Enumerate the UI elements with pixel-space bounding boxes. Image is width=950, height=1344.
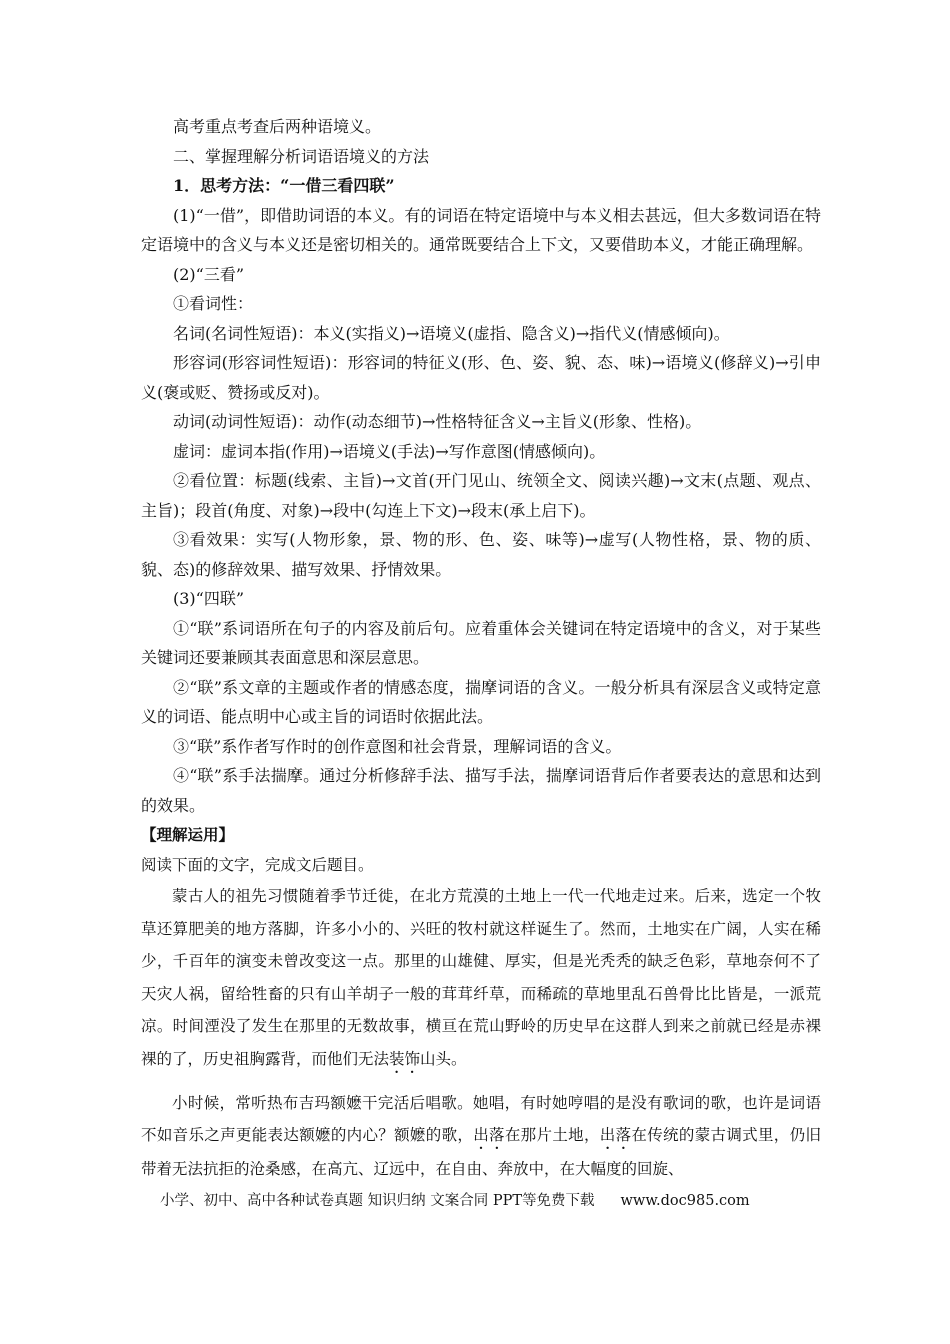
paragraph-noun: 名词(名词性短语)：本义(实指义)→语境义(虚指、隐含义)→指代义(情感倾向)。	[173, 323, 730, 343]
page-footer	[160, 1190, 820, 1212]
section-heading-application: 【理解运用】	[141, 826, 235, 844]
paragraph-effect: ③看效果：实写(人物形象，景、物的形、色、姿、味等)→虚写(人物性格，景、物的质、貌、态)的修辞效果、描写效果、抒情效果。	[141, 530, 821, 579]
paragraph-link-4: ④“联”系手法揣摩。通过分析修辞手法、描写手法，揣摩词语背后作者要表达的意思和达到的效果。	[141, 766, 821, 815]
passage-2-text-c: 在传统的蒙古调式里，仍旧带着无法抗拒的沧桑感，在高亢、辽远中，在自由、奔放中，在大幅度的回旋、	[141, 1126, 821, 1178]
passage-paragraph-2	[141, 1087, 821, 1186]
paragraph-function-word: 虚词：虚词本指(作用)→语境义(手法)→写作意图(情感倾向)。	[173, 441, 606, 461]
paragraph-one-borrow: (1)“一借”，即借助词语的本义。有的词语在特定语境中与本义相去甚远，但大多数词语在特定语境中的含义与本义还是密切相关的。通常既要结合上下文，又要借助本义，才能正确理解。	[141, 205, 821, 254]
paragraph-position: ②看位置：标题(线索、主旨)→文首(开门见山、统领全文、阅读兴趣)→文末(点题、观点、主旨)；段首(角度、对象)→段中(勾连上下文)→段末(承上启下)。	[141, 471, 821, 520]
emphasized-word-chuluo-2: 出落	[599, 1126, 632, 1144]
passage-2-text-b: 在那片土地，	[504, 1126, 600, 1144]
paragraph-verb: 动词(动词性短语)：动作(动态细节)→性格特征含义→主旨义(形象、性格)。	[173, 412, 702, 431]
emphasized-word-zhuangshi: 装饰	[389, 1049, 421, 1068]
passage-1-ending: 山头。	[420, 1049, 467, 1068]
document-body	[141, 112, 821, 1186]
heading-three-looks: (2)“三看”	[173, 264, 245, 284]
emphasized-word-chuluo-1: 出落	[473, 1126, 505, 1144]
paragraph-link-1: ①“联”系词语所在句子的内容及前后句。应着重体会关键词在特定语境中的含义，对于某些关键词还要兼顾其表面意思和深层意思。	[141, 618, 821, 667]
reading-instruction: 阅读下面的文字，完成文后题目。	[141, 856, 374, 874]
heading-word-class: ①看词性：	[173, 294, 254, 313]
heading-method: 二、掌握理解分析词语语境义的方法	[173, 146, 430, 166]
paragraph-exam-focus: 高考重点考查后两种语境义。	[173, 117, 382, 136]
paragraph-adjective: 形容词(形容词性短语)：形容词的特征义(形、色、姿、貌、态、味)→语境义(修辞义)→引申义(褒或贬、赞扬或反对)。	[141, 353, 821, 402]
paragraph-link-2: ②“联”系文章的主题或作者的情感态度，揣摩词语的含义。一般分析具有深层含义或特定意义的词语、能点明中心或主旨的词语时依据此法。	[141, 677, 821, 726]
footer-text: 小学、初中、高中各种试卷真题 知识归纳 文案合同 PPT等免费下载	[160, 1193, 595, 1209]
passage-paragraph-1	[141, 880, 821, 1077]
heading-thinking-method: 1．思考方法：“一借三看四联”	[173, 176, 395, 195]
heading-four-links: (3)“四联”	[173, 589, 245, 608]
passage-1-text: 蒙古人的祖先习惯随着季节迁徙，在北方荒漠的土地上一代一代地走过来。后来，选定一个牧草还算肥美的地方落脚，许多小小的、兴旺的牧村就这样诞生了。然而，土地实在广阔，人实在稀少，千百年的演变未曾改变这一点。那里的山雄健、厚实，但是光秃秃的缺乏色彩，草地奈何不了天灾人祸，留给牲畜的只有山羊胡子一般的茸茸纤草，而稀疏的草地里乱石兽骨比比皆是，一派荒凉。时间湮没了发生在那里的无数故事，横亘在荒山野岭的历史早在这群人到来之前就已经是赤裸裸的了，历史祖胸露背，而他们无法	[141, 887, 821, 1068]
paragraph-link-3: ③“联”系作者写作时的创作意图和社会背景，理解词语的含义。	[173, 736, 622, 756]
passage-2-text-a: 小时候，常听热布吉玛额嬷干完活后唱歌。她唱，有时她哼唱的是没有歌词的歌，也许是词语不如音乐之声更能表达额嬷的内心？额嬷的歌，	[141, 1093, 821, 1144]
footer-url: www.doc985.com	[620, 1193, 750, 1209]
